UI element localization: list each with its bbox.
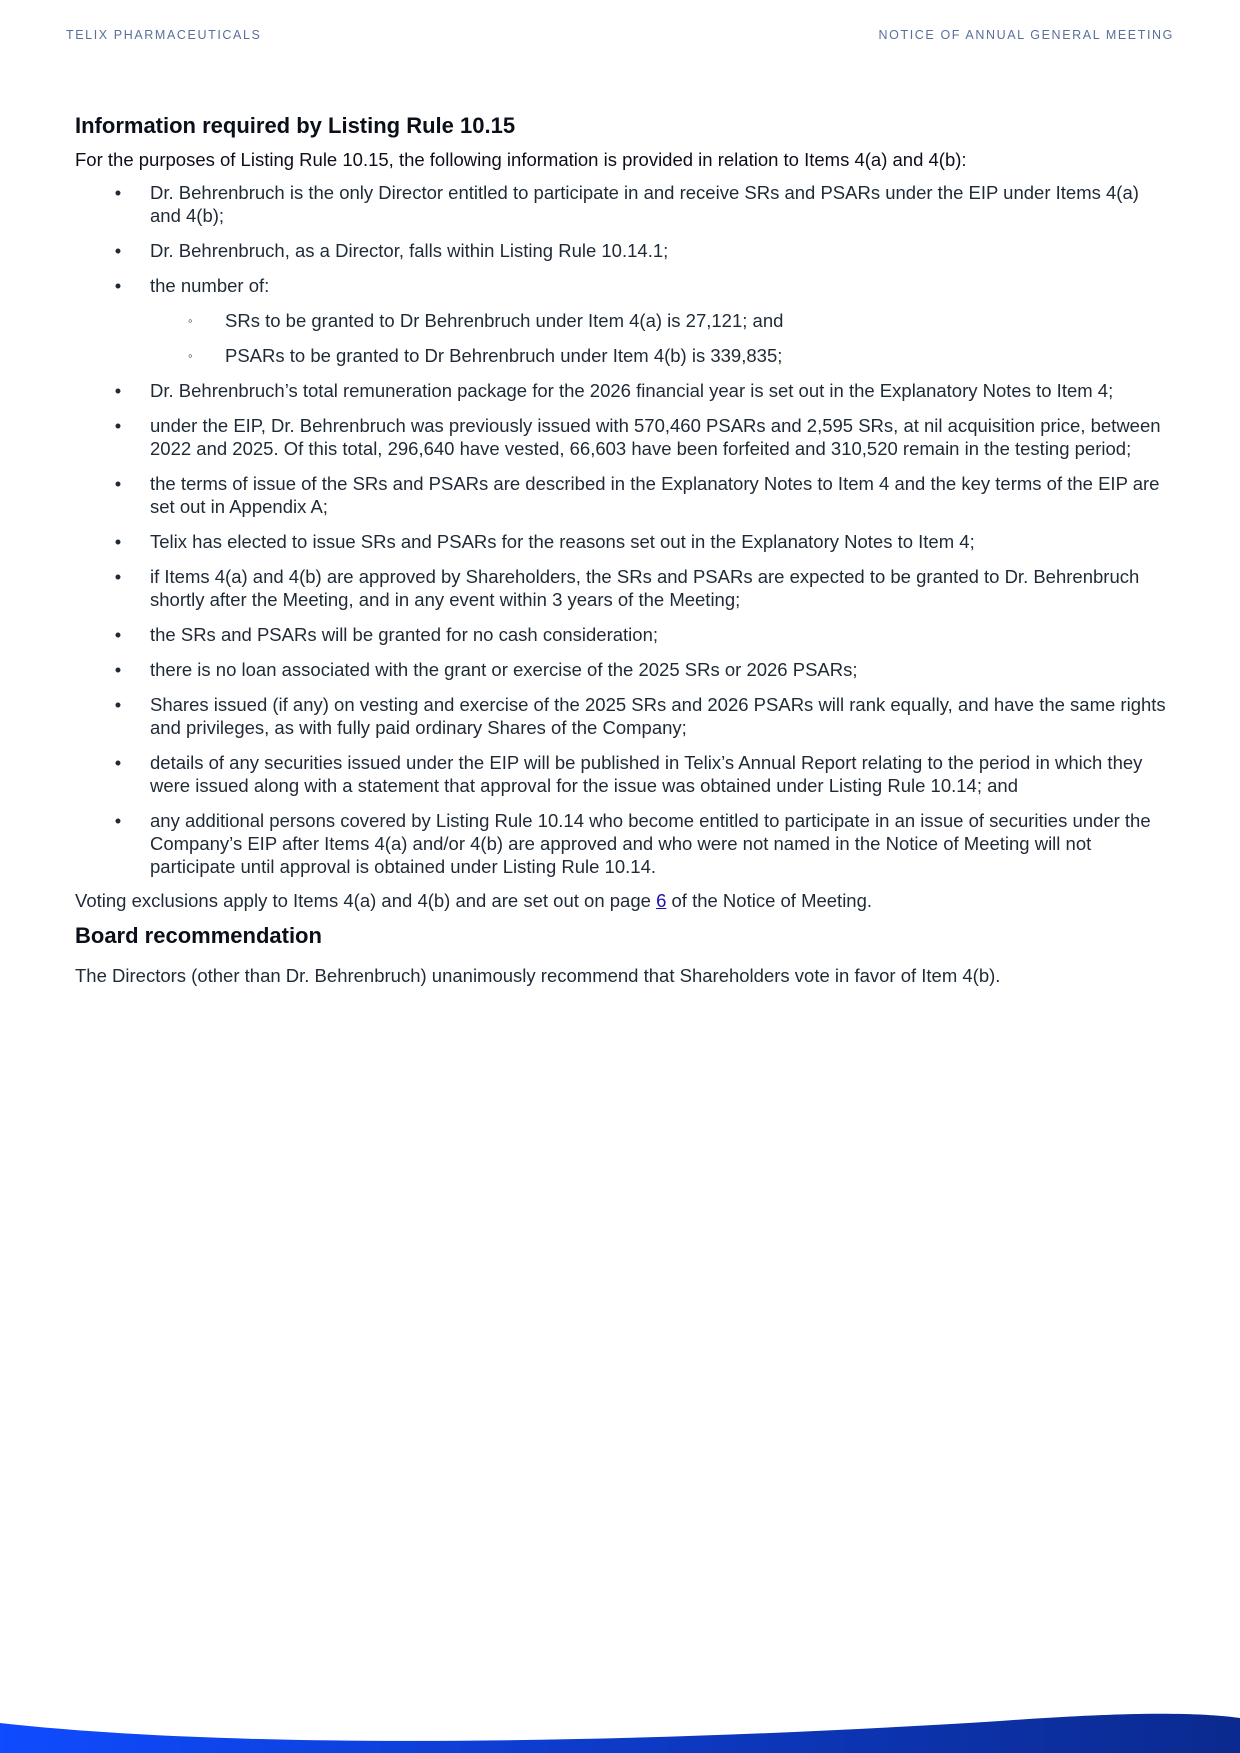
bullet-icon: • — [114, 275, 122, 296]
sub-list — [75, 309, 1170, 367]
section-title-board-recommendation: Board recommendation — [75, 923, 322, 948]
bullet-icon: • — [114, 473, 122, 494]
bullet-icon: • — [114, 694, 122, 715]
bullet-icon: • — [114, 624, 122, 645]
list-item: • any additional persons covered by Listing Rule 10.14 who become entitled to participate in an issue of securities under the Company’s EIP after Items 4(a) and/or 4(b) are approved and who were not named in the Notice of Meeting will not participate until approval is obtained under Listing Rule 10.14. — [114, 810, 1151, 877]
hollow-bullet-icon: ◦ — [188, 313, 193, 328]
list-item: • the number of: ◦ SRs to be granted to Dr Behrenbruch under Item 4(a) is 27,121; and ◦ PSARs to be granted to Dr Behrenbruch under Item 4(b) is 339,835; — [75, 274, 1170, 367]
section-title-listing-rule: Information required by Listing Rule 10.15 — [75, 113, 516, 138]
list-item: • Dr. Behrenbruch, as a Director, falls within Listing Rule 10.14.1; — [114, 240, 669, 261]
intro-paragraph: For the purposes of Listing Rule 10.15, the following information is provided in relation to Items 4(a) and 4(b): — [75, 149, 967, 170]
bullet-icon: • — [114, 659, 122, 680]
header-document-title: NOTICE OF ANNUAL GENERAL MEETING — [878, 28, 1174, 42]
list-item: • the terms of issue of the SRs and PSARs are described in the Explanatory Notes to Item 4 and the key terms of the EIP are set out in Appendix A; — [114, 473, 1160, 517]
bullet-icon: • — [114, 380, 122, 401]
recommendation-paragraph: The Directors (other than Dr. Behrenbruch) unanimously recommend that Shareholders vote in favor of Item 4(b). — [75, 965, 1001, 986]
list-item: • under the EIP, Dr. Behrenbruch was previously issued with 570,460 PSARs and 2,595 SRs, at nil acquisition price, between 2022 and 2025. Of this total, 296,640 have vested, 66,603 have been forfeited and 310,520 remain in the testing period; — [114, 415, 1161, 459]
voting-exclusions-paragraph: Voting exclusions apply to Items 4(a) and 4(b) and are set out on page 6 of the Notice of Meeting. — [75, 890, 873, 911]
information-list — [75, 181, 1170, 878]
main-content — [75, 110, 1170, 987]
page-header — [66, 28, 1174, 44]
list-item: • there is no loan associated with the grant or exercise of the 2025 SRs or 2026 PSARs; — [114, 659, 858, 680]
list-item: • if Items 4(a) and 4(b) are approved by Shareholders, the SRs and PSARs are expected to be granted to Dr. Behrenbruch shortly after the Meeting, and in any event within 3 years of the Meeting; — [114, 566, 1140, 610]
list-item: • Dr. Behrenbruch’s total remuneration package for the 2026 financial year is set out in the Explanatory Notes to Item 4; — [114, 380, 1114, 401]
bullet-icon: • — [114, 531, 122, 552]
hollow-bullet-icon: ◦ — [188, 348, 193, 363]
bullet-icon: • — [114, 752, 122, 773]
sub-list-item: ◦ PSARs to be granted to Dr Behrenbruch under Item 4(b) is 339,835; — [188, 345, 783, 366]
page-number: 18 — [611, 1709, 629, 1726]
bullet-icon: • — [114, 240, 122, 261]
bullet-icon: • — [114, 182, 122, 203]
bullet-icon: • — [114, 415, 122, 436]
list-item: • the SRs and PSARs will be granted for no cash consideration; — [114, 624, 659, 645]
sub-list-item: ◦ SRs to be granted to Dr Behrenbruch under Item 4(a) is 27,121; and — [188, 310, 784, 331]
list-item: • details of any securities issued under the EIP will be published in Telix’s Annual Report relating to the period in which they were issued along with a statement that approval for the issue was obtained under Listing Rule 10.14; and — [114, 752, 1143, 796]
page-reference-link[interactable]: 6 — [656, 890, 667, 911]
list-item: • Dr. Behrenbruch is the only Director entitled to participate in and receive SRs and PSARs under the EIP under Items 4(a) and 4(b); — [114, 182, 1139, 226]
list-item: • Shares issued (if any) on vesting and exercise of the 2025 SRs and 2026 PSARs will rank equally, and have the same rights and privileges, as with fully paid ordinary Shares of the Company; — [114, 694, 1166, 738]
bullet-icon: • — [114, 566, 122, 587]
list-item: • Telix has elected to issue SRs and PSARs for the reasons set out in the Explanatory Notes to Item 4; — [114, 531, 975, 552]
bullet-icon: • — [114, 810, 122, 831]
header-company: TELIX PHARMACEUTICALS — [66, 28, 262, 42]
